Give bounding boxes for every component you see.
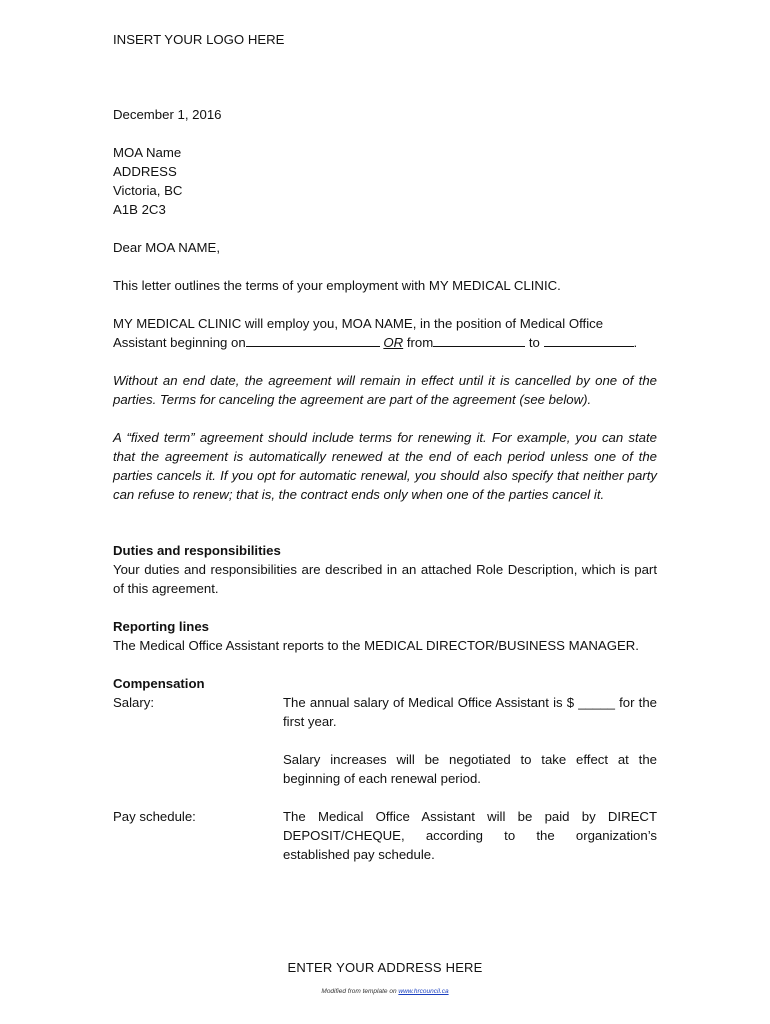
- pay-schedule-label: Pay schedule:: [113, 809, 196, 824]
- fixed-term-note: A “fixed term” agreement should include terms for renewing it. For example, you can state that the agreement is automatically renewed at the end of each period unless one of the parties cancels it. If you opt for automatic renewal, you should also specify that neither party can refuse to renew; that is, the contract ends only when one of the parties cancel it.: [113, 430, 657, 502]
- compensation-heading: Compensation: [113, 676, 205, 691]
- end-date-note: Without an end date, the agreement will remain in effect until it is cancelled by one of the parties. Terms for canceling the agreement are part of the agreement (see below).: [113, 373, 657, 407]
- salary-increase-text: Salary increases will be negotiated to take effect at the beginning of each renewal period.: [283, 752, 657, 786]
- employment-line-1: MY MEDICAL CLINIC will employ you, MOA NAME, in the position of Medical Office: [113, 316, 604, 331]
- pay-schedule-text: The Medical Office Assistant will be paid by DIRECT DEPOSIT/CHEQUE, according to the organization’s established pay schedule.: [283, 809, 657, 862]
- period-mark: .: [633, 335, 638, 350]
- duties-heading: Duties and responsibilities: [113, 543, 281, 558]
- employment-line-2: [113, 333, 637, 352]
- duties-text: Your duties and responsibilities are described in an attached Role Description, which is part of this agreement.: [113, 562, 657, 596]
- salary-label: Salary:: [113, 695, 155, 710]
- recipient-address: ADDRESS: [113, 164, 177, 179]
- letter-date: December 1, 2016: [113, 107, 222, 122]
- to-label: to: [528, 335, 540, 350]
- or-label: OR: [383, 335, 404, 350]
- salutation: Dear MOA NAME,: [113, 240, 220, 255]
- footer-link[interactable]: www.hrcouncil.ca: [398, 988, 449, 995]
- logo-placeholder: INSERT YOUR LOGO HERE: [113, 32, 285, 47]
- recipient-name: MOA Name: [113, 145, 182, 160]
- reporting-text: The Medical Office Assistant reports to the MEDICAL DIRECTOR/BUSINESS MANAGER.: [113, 638, 639, 653]
- to-date-blank: [544, 333, 634, 347]
- from-date-blank: [433, 333, 525, 347]
- footer-note: [0, 988, 770, 995]
- reporting-heading: Reporting lines: [113, 619, 209, 634]
- salary-text: The annual salary of Medical Office Assistant is $ _____ for the first year.: [283, 695, 657, 729]
- footer-address: ENTER YOUR ADDRESS HERE: [287, 960, 483, 975]
- from-label: from: [406, 335, 434, 350]
- recipient-city: Victoria, BC: [113, 183, 183, 198]
- recipient-postal: A1B 2C3: [113, 202, 166, 217]
- intro-paragraph: This letter outlines the terms of your employment with MY MEDICAL CLINIC.: [113, 278, 561, 293]
- footer-note-prefix: Modified from template on: [321, 988, 397, 995]
- start-date-label: Assistant beginning on: [113, 335, 246, 350]
- start-date-blank: [246, 333, 380, 347]
